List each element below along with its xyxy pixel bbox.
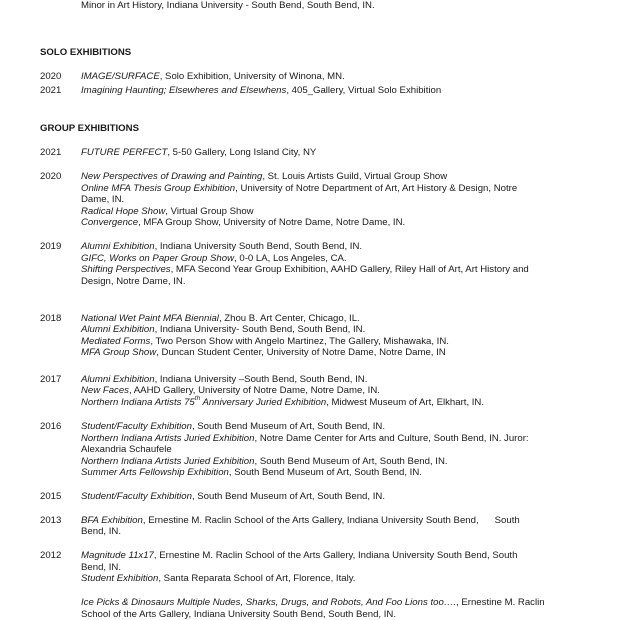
solo-exhibitions-heading: SOLO EXHIBITIONS — [40, 47, 132, 58]
exhibition-details: , Indiana University –South Bend, South Bend, IN. — [154, 374, 368, 385]
exhibition-title: Alumni Exhibition — [81, 374, 155, 385]
exhibition-entry-continued: Design, Notre Dame, IN. — [81, 276, 186, 287]
exhibition-entry — [81, 336, 449, 347]
exhibition-title: Student/Faculty Exhibition — [81, 421, 192, 432]
exhibition-entry — [81, 597, 545, 608]
exhibition-entry-continued: School of the Arts Gallery, Indiana University South Bend, South Bend, IN. — [81, 609, 396, 620]
exhibition-entry-continued: Bend, IN. — [81, 526, 121, 537]
group-exhibitions-heading: GROUP EXHIBITIONS — [40, 123, 139, 134]
exhibition-details: , 405_Gallery, Virtual Solo Exhibition — [286, 85, 442, 96]
exhibition-title: Mediated Forms — [81, 336, 151, 347]
exhibition-title-part: Northern Indiana Artists 75 — [81, 397, 195, 408]
exhibition-entry — [81, 171, 447, 182]
exhibition-details: , MFA Group Show, University of Notre Dame, Notre Dame, IN. — [138, 217, 406, 228]
exhibition-details: , MFA Second Year Group Exhibition, AAHD Gallery, Riley Hall of Art, Art History and — [170, 264, 529, 275]
exhibition-details: , Ernestine M. Raclin School of the Arts Gallery, Indiana University South Bend, South — [142, 515, 520, 526]
year-label: 2020 — [40, 71, 62, 82]
exhibition-details: , Midwest Museum of Art, Elkhart, IN. — [326, 397, 485, 408]
exhibition-details: , Ernestine M. Raclin — [456, 597, 545, 608]
exhibition-title: New Faces — [81, 385, 129, 396]
exhibition-entry — [81, 385, 380, 396]
exhibition-details: , 0-0 LA, Los Angeles, CA. — [234, 253, 347, 264]
exhibition-details: , Virtual Group Show — [165, 206, 254, 217]
exhibition-details: , Duncan Student Center, University of Notre Dame, Notre Dame, IN — [156, 347, 446, 358]
exhibition-title: Student/Faculty Exhibition — [81, 491, 192, 502]
exhibition-details: , Indiana University South Bend, South Bend, IN. — [154, 241, 363, 252]
exhibition-title: Northern Indiana Artists Juried Exhibition — [81, 433, 255, 444]
exhibition-entry — [81, 491, 385, 502]
exhibition-entry — [81, 85, 441, 96]
year-label: 2016 — [40, 421, 62, 432]
exhibition-details: , 5-50 Gallery, Long Island City, NY — [167, 147, 317, 158]
exhibition-title — [81, 394, 327, 408]
exhibition-title: Magnitude 11x17 — [81, 550, 154, 561]
exhibition-title: Radical Hope Show — [81, 206, 166, 217]
exhibition-details: , South Bend Museum of Art, South Bend, IN. — [228, 467, 422, 478]
exhibition-entry — [81, 374, 367, 385]
exhibition-title: GIFC, Works on Paper Group Show — [81, 253, 235, 264]
exhibition-entry — [81, 324, 365, 335]
year-label: 2018 — [40, 313, 62, 324]
year-label: 2019 — [40, 241, 62, 252]
exhibition-details: , Notre Dame Center for Arts and Culture, South Bend, IN. Juror: — [254, 433, 529, 444]
exhibition-details: , South Bend Museum of Art, South Bend, IN. — [191, 491, 385, 502]
exhibition-entry — [81, 347, 446, 358]
exhibition-title: Shifting Perspectives — [81, 264, 171, 275]
exhibition-entry — [81, 573, 355, 584]
exhibition-entry — [81, 313, 360, 324]
exhibition-details: , AAHD Gallery, University of Notre Dame, Notre Dame, IN. — [128, 385, 380, 396]
exhibition-title: Student Exhibition — [81, 573, 159, 584]
exhibition-title: Summer Arts Fellowship Exhibition — [81, 467, 229, 478]
exhibition-entry — [81, 71, 345, 82]
exhibition-details: , South Bend Museum of Art, South Bend, IN. — [254, 456, 448, 467]
exhibition-title: Ice Picks & Dinosaurs Multiple Nudes, Sharks, Drugs, and Robots, And Foo Lions too…. — [81, 597, 457, 608]
exhibition-details: , Solo Exhibition, University of Winona, MN. — [159, 71, 345, 82]
education-minor-line: Minor in Art History, Indiana University - South Bend, South Bend, IN. — [81, 0, 375, 11]
exhibition-entry — [81, 147, 316, 158]
exhibition-details: , Indiana University- South Bend, South Bend, IN. — [154, 324, 366, 335]
exhibition-details: , St. Louis Artists Guild, Virtual Group Show — [262, 171, 448, 182]
exhibition-title: Alumni Exhibition — [81, 324, 155, 335]
exhibition-entry — [81, 183, 517, 194]
exhibition-entry-continued: Alexandria Schaufele — [81, 444, 172, 455]
exhibition-entry — [81, 241, 362, 252]
exhibition-entry — [81, 394, 485, 408]
exhibition-title: New Perspectives of Drawing and Painting — [81, 171, 263, 182]
ordinal-suffix: th — [194, 394, 201, 402]
exhibition-entry — [81, 433, 529, 444]
exhibition-entry — [81, 467, 422, 478]
exhibition-title: National Wet Paint MFA Biennial — [81, 313, 219, 324]
exhibition-details: , University of Notre Department of Art, Art History & Design, Notre — [235, 183, 518, 194]
exhibition-title: Alumni Exhibition — [81, 241, 155, 252]
year-label: 2015 — [40, 491, 62, 502]
exhibition-entry-continued: Bend, IN. — [81, 562, 121, 573]
exhibition-title: Online MFA Thesis Group Exhibition — [81, 183, 236, 194]
exhibition-title: Northern Indiana Artists Juried Exhibition — [81, 456, 255, 467]
exhibition-details: , Ernestine M. Raclin School of the Arts Gallery, Indiana University South Bend, South — [153, 550, 518, 561]
exhibition-title: BFA Exhibition — [81, 515, 143, 526]
year-label: 2020 — [40, 171, 62, 182]
exhibition-entry — [81, 253, 347, 264]
exhibition-entry — [81, 217, 405, 228]
exhibition-entry — [81, 515, 520, 526]
exhibition-entry-continued: Dame, IN. — [81, 194, 125, 205]
exhibition-title-part: Anniversary Juried Exhibition — [200, 397, 327, 408]
exhibition-title: MFA Group Show — [81, 347, 157, 358]
year-label: 2013 — [40, 515, 62, 526]
exhibition-details: , Santa Reparata School of Art, Florence, Italy. — [158, 573, 356, 584]
exhibition-entry — [81, 550, 517, 561]
exhibition-details: , Zhou B. Art Center, Chicago, IL. — [218, 313, 360, 324]
year-label: 2017 — [40, 374, 62, 385]
exhibition-title: Convergence — [81, 217, 139, 228]
exhibition-entry — [81, 456, 448, 467]
year-label: 2012 — [40, 550, 62, 561]
exhibition-title: Imagining Haunting; Elsewheres and Elsewhens — [81, 85, 287, 96]
year-label: 2021 — [40, 147, 62, 158]
exhibition-title: FUTURE PERFECT — [81, 147, 168, 158]
exhibition-details: , Two Person Show with Angelo Martinez, The Gallery, Mishawaka, IN. — [150, 336, 449, 347]
exhibition-details: , South Bend Museum of Art, South Bend, IN. — [191, 421, 385, 432]
year-label: 2021 — [40, 85, 62, 96]
exhibition-title: IMAGE/SURFACE — [81, 71, 160, 82]
exhibition-entry — [81, 264, 529, 275]
exhibition-entry — [81, 421, 385, 432]
exhibition-entry — [81, 206, 254, 217]
